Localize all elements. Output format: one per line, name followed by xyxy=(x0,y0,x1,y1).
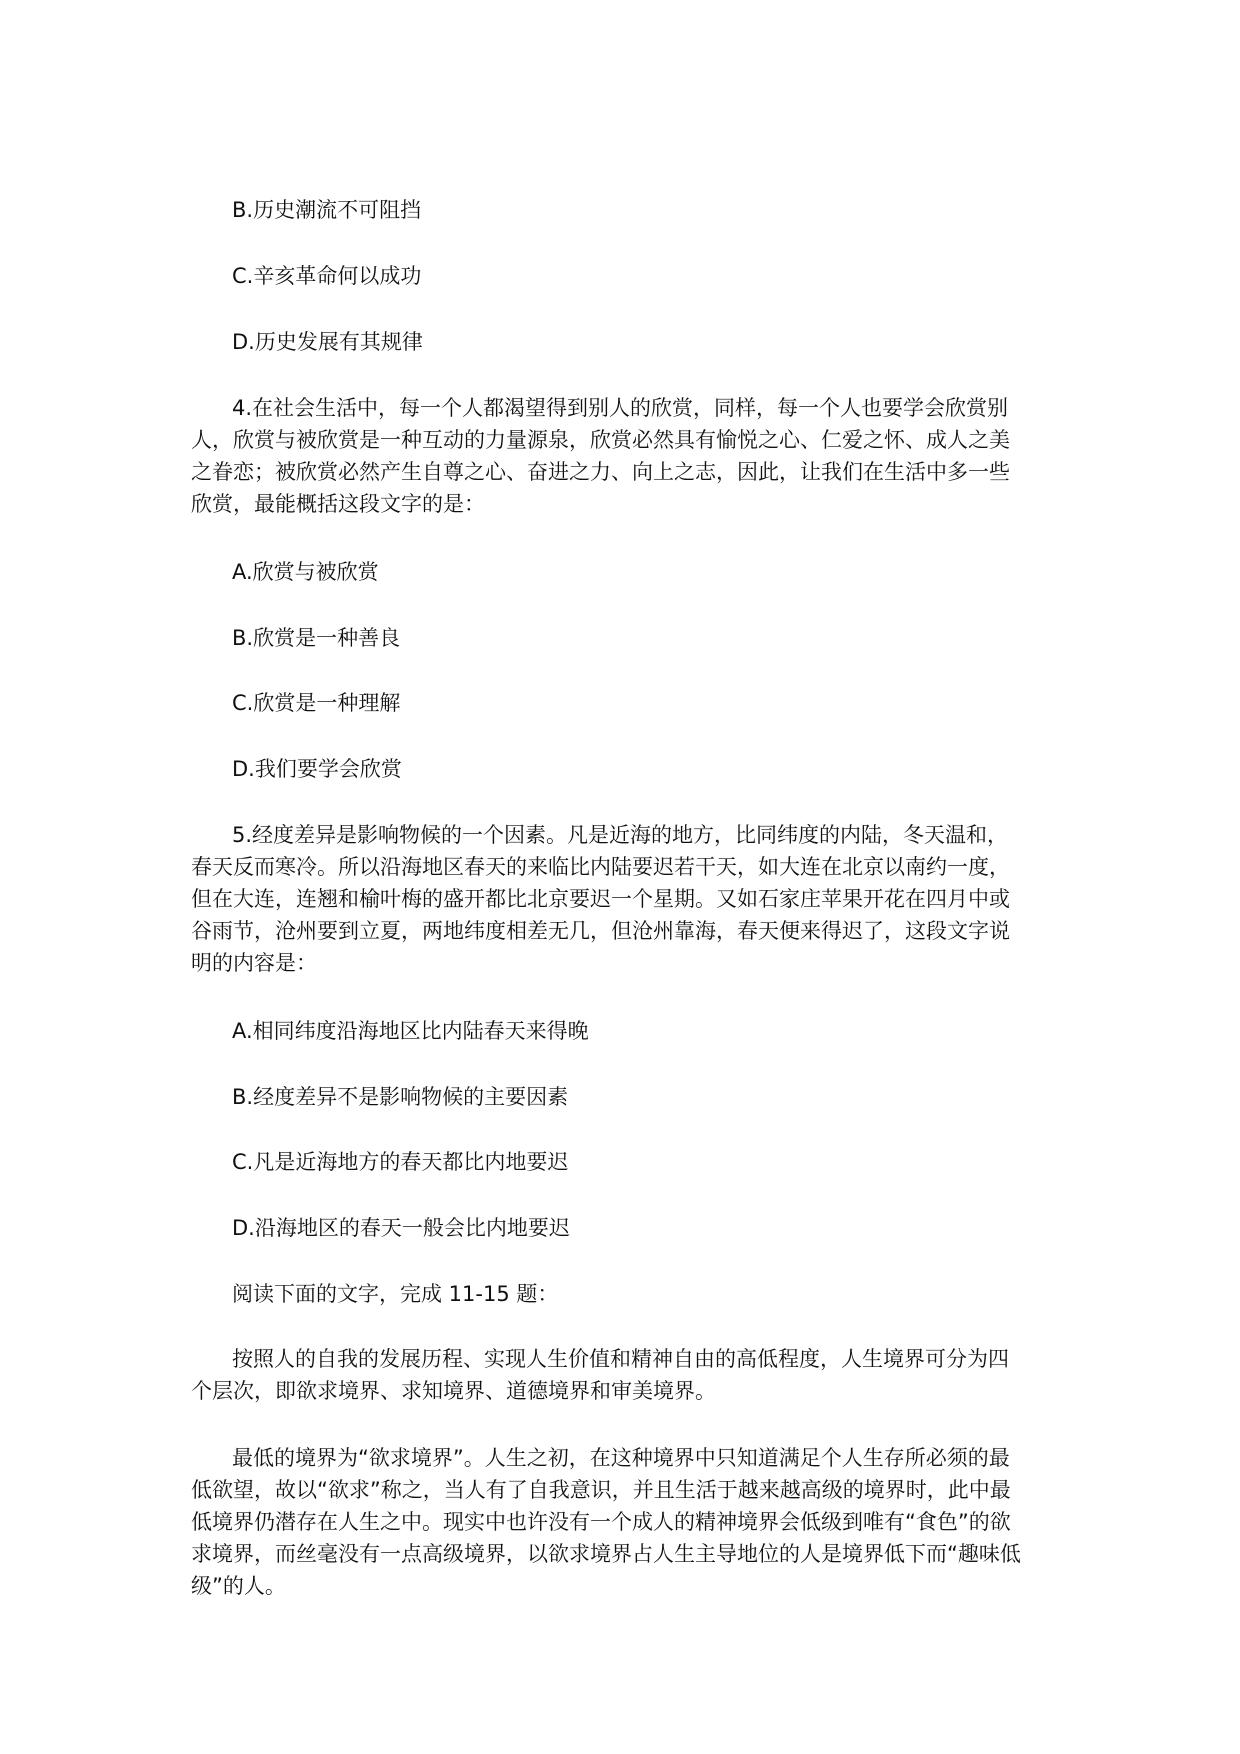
passage-p2-line-2: 低欲望，故以“欲求”称之，当人有了自我意识，并且生活于越来越高级的境界时，此中最 xyxy=(191,1478,1011,1502)
q4-option-b: B.欣赏是一种善良 xyxy=(232,626,401,650)
passage-paragraph-2 xyxy=(191,1442,1051,1602)
q3-option-d: D.历史发展有其规律 xyxy=(232,330,423,354)
q4-line-4: 欣赏，最能概括这段文字的是： xyxy=(191,492,485,516)
q5-option-b: B.经度差异不是影响物候的主要因素 xyxy=(232,1085,569,1109)
q4-line-2: 人，欣赏与被欣赏是一种互动的力量源泉，欣赏必然具有愉悦之心、仁爱之怀、成人之美 xyxy=(191,428,1010,452)
passage-paragraph-1 xyxy=(191,1343,1051,1407)
q5-line-1: 5.经度差异是影响物候的一个因素。凡是近海的地方，比同纬度的内陆，冬天温和， xyxy=(232,823,1009,847)
q5-line-3: 但在大连，连翘和榆叶梅的盛开都比北京要迟一个星期。又如石家庄苹果开花在四月中或 xyxy=(191,887,1010,911)
passage-p1-line-1: 按照人的自我的发展历程、实现人生价值和精神自由的高低程度，人生境界可分为四 xyxy=(232,1347,1009,1371)
q5-line-2: 春天反而寒冷。所以沿海地区春天的来临比内陆要迟若干天，如大连在北京以南约一度， xyxy=(191,855,1010,879)
passage-p2-line-5: 级”的人。 xyxy=(191,1574,286,1598)
q3-option-c: C.辛亥革命何以成功 xyxy=(232,264,422,288)
q4-option-a: A.欣赏与被欣赏 xyxy=(232,560,379,584)
q4-option-d: D.我们要学会欣赏 xyxy=(232,757,402,781)
q3-option-b: B.历史潮流不可阻挡 xyxy=(232,198,422,222)
q4-question xyxy=(191,392,1051,520)
passage-p1-line-2: 个层次，即欲求境界、求知境界、道德境界和审美境界。 xyxy=(191,1379,716,1403)
q5-option-c: C.凡是近海地方的春天都比内地要迟 xyxy=(232,1150,569,1174)
passage-p2-line-4: 求境界，而丝毫没有一点高级境界，以欲求境界占人生主导地位的人是境界低下而“趣味低 xyxy=(191,1542,1021,1566)
q4-option-c: C.欣赏是一种理解 xyxy=(232,691,401,715)
passage-p2-line-1: 最低的境界为“欲求境界”。人生之初，在这种境界中只知道满足个人生存所必须的最 xyxy=(232,1446,1010,1470)
q5-question xyxy=(191,819,1051,979)
q5-option-a: A.相同纬度沿海地区比内陆春天来得晚 xyxy=(232,1019,589,1043)
reading-instruction: 阅读下面的文字，完成 11-15 题： xyxy=(232,1282,559,1306)
q4-line-1: 4.在社会生活中，每一个人都渴望得到别人的欣赏，同样，每一个人也要学会欣赏别 xyxy=(232,396,1009,420)
q5-line-4: 谷雨节，沧州要到立夏，两地纬度相差无几，但沧州靠海，春天便来得迟了，这段文字说 xyxy=(191,919,1010,943)
q5-line-5: 明的内容是： xyxy=(191,951,317,975)
passage-p2-line-3: 低境界仍潜存在人生之中。现实中也许没有一个成人的精神境界会低级到唯有“食色”的欲 xyxy=(191,1510,1011,1534)
q5-option-d: D.沿海地区的春天一般会比内地要迟 xyxy=(232,1216,570,1240)
q4-line-3: 之眷恋；被欣赏必然产生自尊之心、奋进之力、向上之志，因此，让我们在生活中多一些 xyxy=(191,460,1010,484)
